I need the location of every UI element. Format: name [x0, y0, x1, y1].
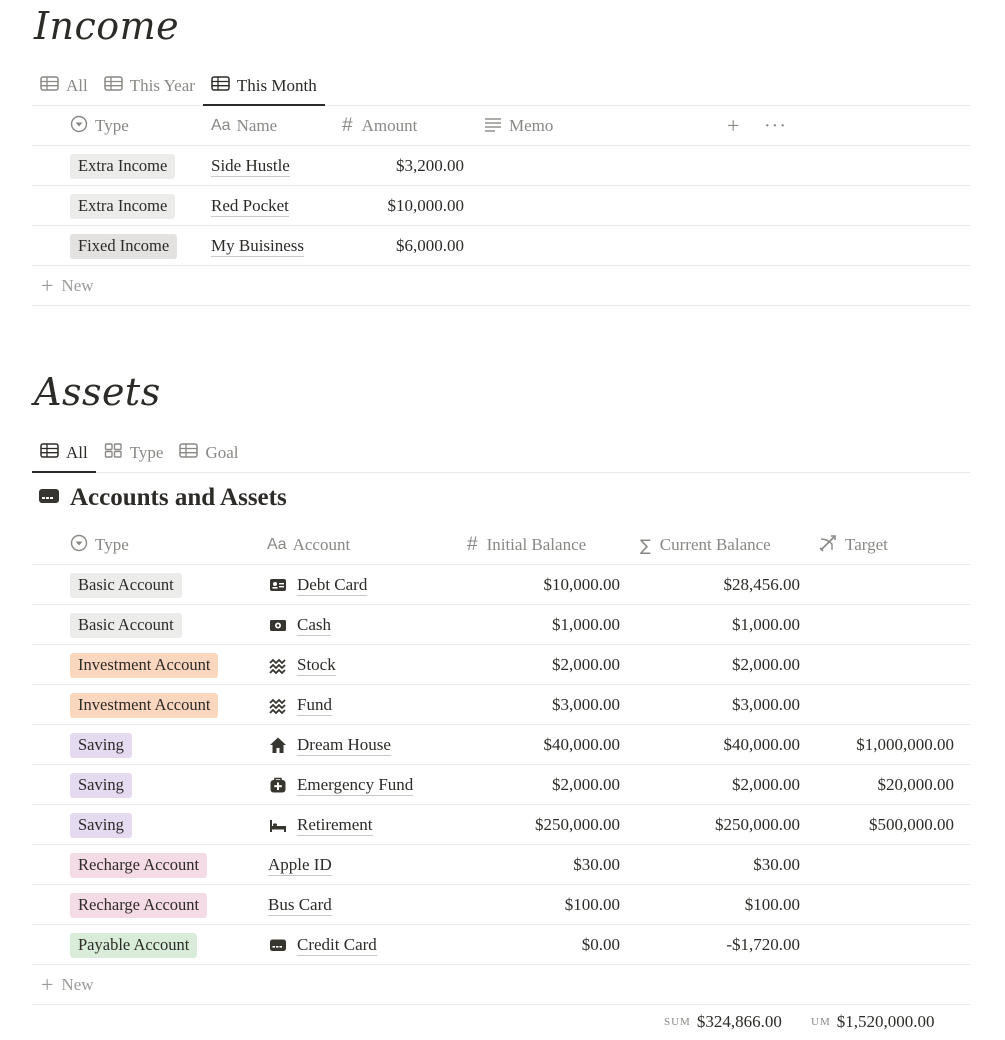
table-row[interactable] [32, 146, 970, 186]
row-amount: $3,200.00 [396, 156, 464, 175]
initial-balance: $10,000.00 [543, 575, 620, 594]
select-icon [70, 115, 95, 138]
table-row[interactable] [32, 226, 970, 266]
tab-income-all[interactable] [32, 66, 96, 105]
type-tag[interactable]: Saving [70, 813, 132, 838]
income-header-row [32, 106, 970, 146]
account-name[interactable]: Apple ID [268, 854, 332, 874]
column-header-current-balance[interactable]: ∑ Current Balance [640, 535, 771, 555]
wave-icon [268, 656, 288, 674]
type-tag[interactable]: Fixed Income [70, 234, 177, 259]
type-tag[interactable]: Investment Account [70, 653, 218, 678]
column-header-type[interactable]: Type [70, 525, 129, 565]
current-balance: $28,456.00 [723, 575, 800, 594]
assets-table [32, 525, 970, 1005]
more-options-icon[interactable]: ··· [764, 114, 787, 137]
tab-assets-type[interactable] [96, 433, 172, 472]
column-header-initial-balance[interactable]: # Initial Balance [467, 534, 587, 555]
initial-balance: $30.00 [573, 855, 620, 874]
cash-icon [268, 616, 288, 634]
current-balance: $1,000.00 [732, 615, 800, 634]
board-icon [104, 443, 123, 463]
income-title: Income [34, 4, 180, 48]
sum-value: $324,866.00 [696, 1012, 782, 1031]
column-header-target[interactable]: Target [818, 525, 888, 565]
row-name[interactable]: My Buisiness [211, 235, 305, 255]
current-balance: $30.00 [753, 855, 800, 874]
account-name[interactable]: Stock [297, 654, 336, 674]
account-name[interactable]: Debt Card [297, 574, 368, 594]
type-tag[interactable]: Payable Account [70, 933, 197, 958]
title-property-icon: Aa [211, 117, 231, 134]
income-view-tabs [32, 66, 970, 106]
type-tag[interactable]: Investment Account [70, 693, 218, 718]
current-balance: $2,000.00 [732, 655, 800, 674]
table-row[interactable] [32, 885, 970, 925]
tab-income-this-year[interactable] [96, 66, 203, 105]
credit-card-icon [38, 484, 60, 512]
income-table [32, 106, 970, 306]
column-header-amount[interactable]: # Amount [342, 115, 418, 136]
tab-label: This Year [129, 75, 195, 95]
tab-income-this-month[interactable] [203, 66, 325, 105]
tab-label: Type [129, 442, 164, 462]
credit-card-icon [268, 936, 288, 954]
table-icon [40, 76, 59, 96]
current-balance: $40,000.00 [723, 735, 800, 754]
number-property-icon: # [467, 534, 478, 555]
target-value: $20,000.00 [877, 775, 954, 794]
current-balance: $2,000.00 [732, 775, 800, 794]
initial-balance: $250,000.00 [535, 815, 620, 834]
type-tag[interactable]: Recharge Account [70, 853, 207, 878]
table-row[interactable] [32, 725, 970, 765]
table-row[interactable] [32, 565, 970, 605]
add-property-icon[interactable]: + [727, 113, 740, 138]
target-value: $500,000.00 [869, 815, 954, 834]
type-tag[interactable]: Saving [70, 733, 132, 758]
initial-balance: $2,000.00 [552, 655, 620, 674]
type-tag[interactable]: Extra Income [70, 194, 175, 219]
tab-label: This Month [236, 75, 317, 95]
initial-balance-sum[interactable]: SUM $324,866.00 [664, 1012, 782, 1031]
table-row[interactable] [32, 925, 970, 965]
tab-label: All [66, 75, 88, 95]
tab-label: Goal [205, 442, 239, 462]
tab-assets-goal[interactable] [171, 433, 246, 472]
table-row[interactable] [32, 186, 970, 226]
plus-icon: + [41, 971, 54, 997]
column-header-name[interactable]: Aa Name [211, 116, 278, 135]
table-row[interactable] [32, 805, 970, 845]
table-icon [104, 76, 123, 96]
initial-balance: $3,000.00 [552, 695, 620, 714]
column-header-memo[interactable]: Memo [484, 106, 553, 146]
type-tag[interactable]: Extra Income [70, 154, 175, 179]
current-balance: -$1,720.00 [726, 935, 800, 954]
bow-arrow-icon [818, 533, 845, 558]
type-tag[interactable]: Basic Account [70, 613, 182, 638]
asset-rows [32, 565, 970, 965]
account-name[interactable]: Dream House [297, 734, 391, 754]
group-title: Accounts and Assets [70, 484, 287, 511]
table-icon [40, 443, 59, 463]
type-tag[interactable]: Recharge Account [70, 893, 207, 918]
tab-assets-all[interactable] [32, 433, 96, 472]
tab-label: All [66, 442, 88, 462]
target-sum[interactable]: UM $1,520,000.00 [811, 1012, 935, 1031]
account-name[interactable]: Cash [297, 614, 331, 634]
assets-view-tabs [32, 433, 970, 473]
account-name[interactable]: Bus Card [268, 894, 332, 914]
row-amount: $6,000.00 [396, 236, 464, 255]
table-row[interactable] [32, 765, 970, 805]
new-row-button[interactable]: + New [32, 965, 970, 1005]
account-name[interactable]: Retirement [297, 814, 373, 834]
id-card-icon [268, 576, 288, 594]
sum-value: $1,520,000.00 [836, 1012, 935, 1031]
group-header[interactable] [38, 484, 287, 512]
current-balance: $3,000.00 [732, 695, 800, 714]
select-icon [70, 534, 95, 557]
initial-balance: $2,000.00 [552, 775, 620, 794]
table-row[interactable] [32, 685, 970, 725]
formula-icon: ∑ [640, 535, 651, 555]
column-header-account[interactable]: Aa Account [267, 535, 351, 554]
bed-icon [268, 816, 288, 834]
initial-balance: $100.00 [564, 895, 620, 914]
title-property-icon: Aa [267, 536, 287, 553]
current-balance: $250,000.00 [715, 815, 800, 834]
account-name[interactable]: Credit Card [297, 934, 377, 954]
table-row[interactable] [32, 605, 970, 645]
table-icon [211, 76, 230, 96]
account-name[interactable]: Fund [297, 694, 332, 714]
row-amount: $10,000.00 [387, 196, 464, 215]
type-tag[interactable]: Basic Account [70, 573, 182, 598]
initial-balance: $1,000.00 [552, 615, 620, 634]
row-name[interactable]: Red Pocket [211, 195, 289, 215]
table-icon [179, 443, 198, 463]
house-icon [268, 736, 288, 754]
initial-balance: $0.00 [581, 935, 620, 954]
number-property-icon: # [342, 115, 353, 136]
wave-icon [268, 696, 288, 714]
table-row[interactable] [32, 645, 970, 685]
current-balance: $100.00 [744, 895, 800, 914]
target-value: $1,000,000.00 [856, 735, 954, 754]
new-row-button[interactable]: + New [32, 266, 970, 306]
assets-title: Assets [34, 370, 161, 414]
type-tag[interactable]: Saving [70, 773, 132, 798]
row-name[interactable]: Side Hustle [211, 155, 290, 175]
assets-header-row [32, 525, 970, 565]
column-header-type[interactable]: Type [70, 106, 129, 146]
table-row[interactable] [32, 845, 970, 885]
plus-icon: + [41, 272, 54, 298]
text-property-icon [484, 116, 509, 137]
initial-balance: $40,000.00 [543, 735, 620, 754]
first-aid-icon [268, 776, 288, 794]
account-name[interactable]: Emergency Fund [297, 774, 414, 794]
